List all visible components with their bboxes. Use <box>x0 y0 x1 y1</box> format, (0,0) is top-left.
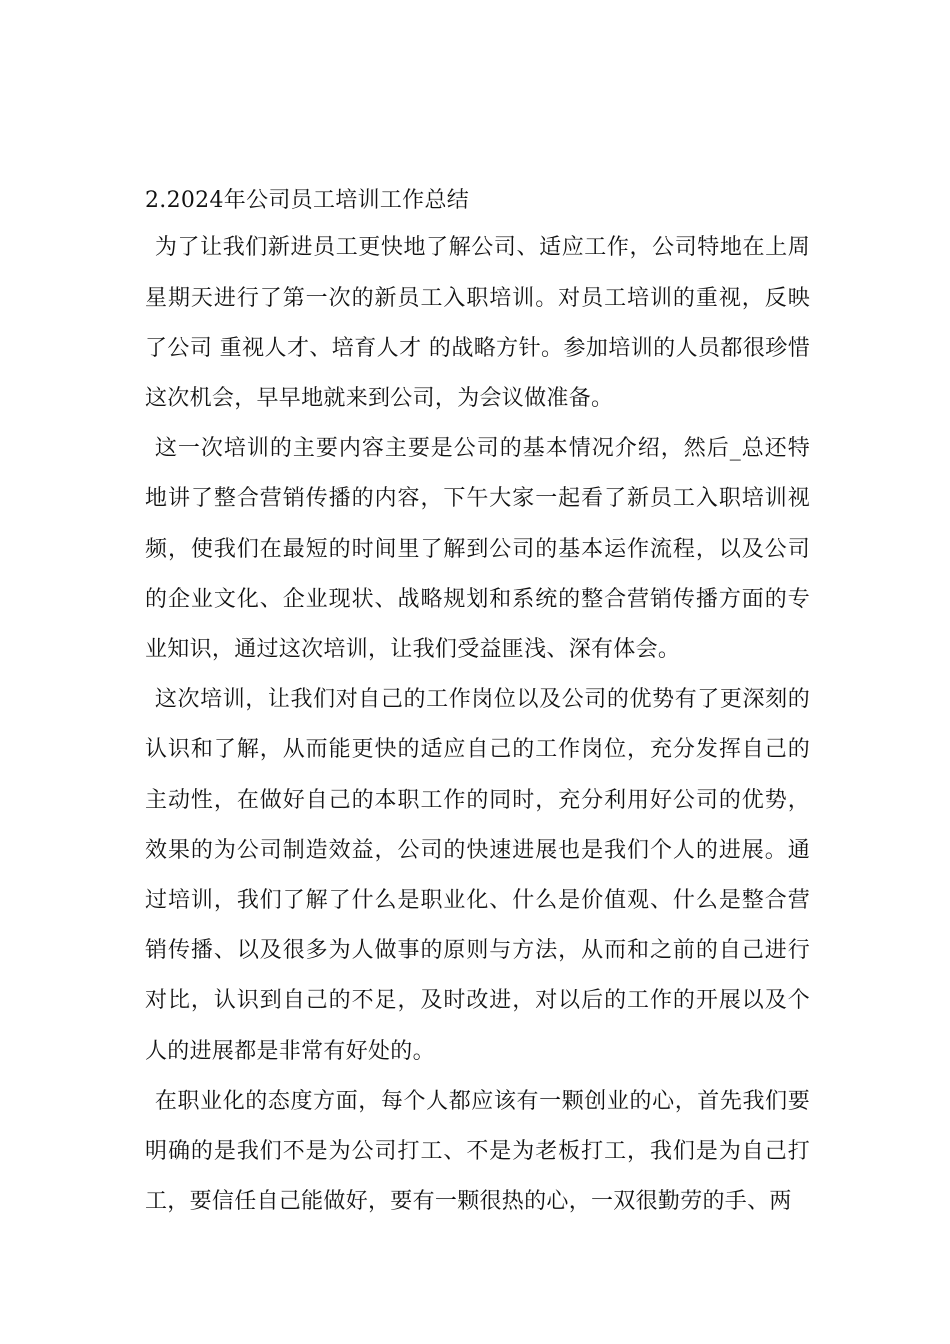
document-title: 2.2024年公司员工培训工作总结 <box>145 188 470 213</box>
paragraph-3: 这次培训，让我们对自己的工作岗位以及公司的优势有了更深刻的认识和了解，从而能更快的适应自己的工作岗位，充分发挥自己的主动性，在做好自己的本职工作的同时，充分利用好公司的优势，效果的为公司制造效益，公司的快速进展也是我们个人的进展。通过培训，我们了解了什么是职业化、什么是价值观、什么是整合营销传播、以及很多为人做事的原则与方法，从而和之前的自己进行对比，认识到自己的不足，及时改进，对以后的工作的开展以及个人的进展都是非常有好处的。 <box>145 687 810 1064</box>
paragraph-4: 在职业化的态度方面，每个人都应该有一颗创业的心，首先我们要明确的是我们不是为公司打工、不是为老板打工，我们是为自己打工，要信任自己能做好，要有一颗很热的心，一双很勤劳的手、两 <box>145 1088 810 1215</box>
paragraph-1: 为了让我们新进员工更快地了解公司、适应工作，公司特地在上周星期天进行了第一次的新员工入职培训。对员工培训的重视，反映了公司 重视人才、培育人才 的战略方针。参加培训的人员都很珍惜这次机会，早早地就来到公司，为会议做准备。 <box>145 235 810 412</box>
paragraph-2: 这一次培训的主要内容主要是公司的基本情况介绍，然后_总还特地讲了整合营销传播的内容，下午大家一起看了新员工入职培训视频，使我们在最短的时间里了解到公司的基本运作流程，以及公司的企业文化、企业现状、战略规划和系统的整合营销传播方面的专业知识，通过这次培训，让我们受益匪浅、深有体会。 <box>145 436 810 663</box>
document-body <box>145 182 810 1227</box>
